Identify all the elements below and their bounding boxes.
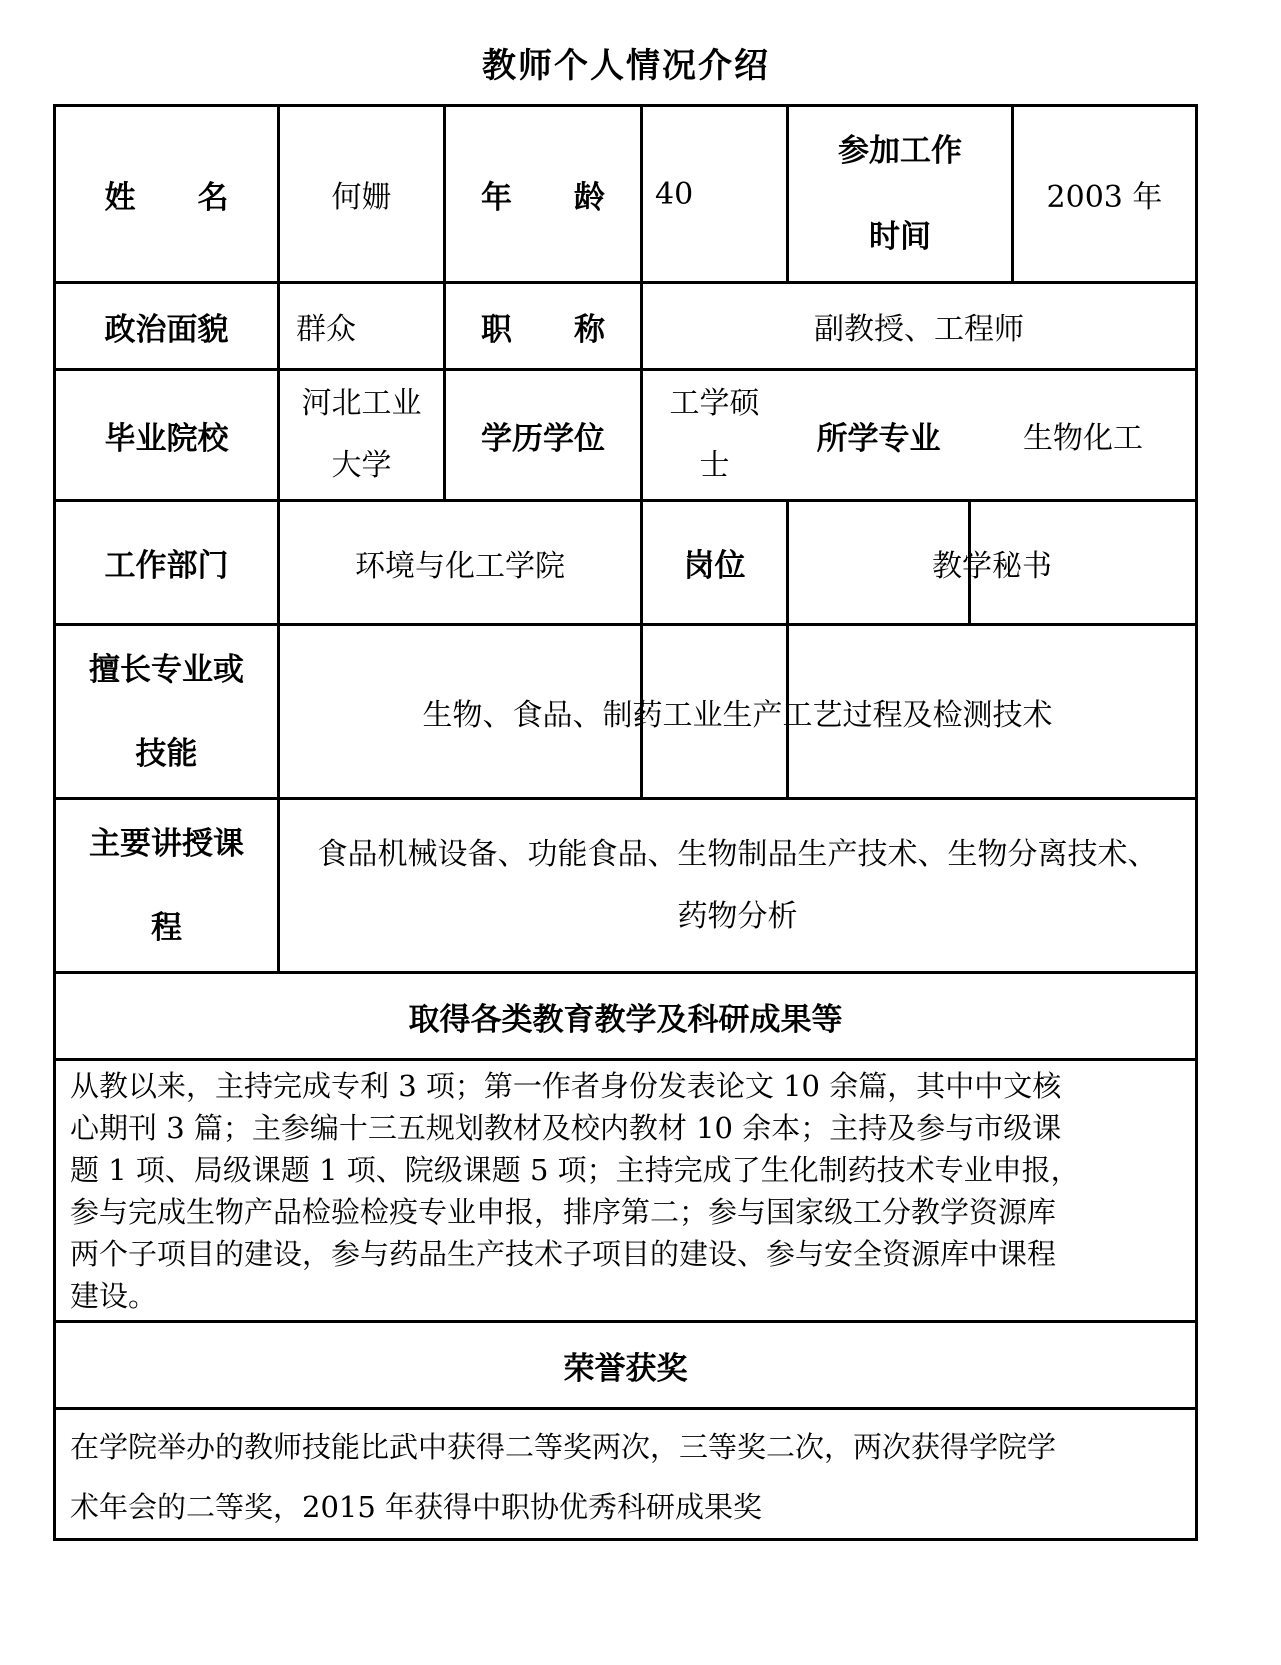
achievements-line: 建设。 (70, 1279, 158, 1313)
achievements-line: 心期刊 3 篇；主参编十三五规划教材及校内教材 10 余本；主持及参与市级课 (70, 1111, 1062, 1145)
dept-value: 环境与化工学院 (355, 548, 565, 584)
profile-table (53, 104, 1198, 1541)
degree-value-line-2: 士 (699, 448, 730, 483)
major-label: 所学专业 (816, 420, 941, 457)
school-value-line-2: 大学 (331, 448, 392, 483)
school-label: 毕业院校 (104, 420, 229, 457)
degree-label: 学历学位 (481, 420, 605, 457)
degree-value-line-1: 工学硕 (669, 386, 760, 421)
start-work-label (789, 107, 1011, 281)
school-value-line-1: 河北工业 (301, 386, 422, 421)
honors-heading: 荣誉获奖 (563, 1350, 688, 1387)
political-label: 政治面貌 (104, 311, 229, 348)
courses-value-line-1: 食品机械设备、功能食品、生物制品生产技术、生物分离技术、 (317, 836, 1158, 872)
achievements-line: 参与完成生物产品检验检疫专业申报，排序第二；参与国家级工分教学资源库 (70, 1195, 1057, 1229)
specialty-label-line-2: 技能 (135, 735, 198, 772)
major-value: 生物化工 (1023, 421, 1143, 456)
political-value: 群众 (296, 312, 356, 347)
courses-label-line-1: 主要讲授课 (89, 825, 244, 862)
age-value: 40 (655, 176, 694, 212)
title-value: 副教授、工程师 (814, 312, 1024, 347)
achievements-heading: 取得各类教育教学及科研成果等 (408, 1001, 843, 1038)
name-label: 姓 名 (104, 179, 229, 216)
courses-label-line-2: 程 (151, 909, 182, 946)
name-value: 何姗 (331, 180, 392, 215)
post-value: 教学秘书 (932, 548, 1052, 584)
age-label: 年 龄 (481, 179, 605, 216)
start-work-label-line-2: 时间 (869, 219, 931, 255)
courses-label (56, 800, 277, 971)
specialty-label (56, 626, 277, 797)
degree-value (643, 371, 786, 499)
honors-text (70, 1417, 1184, 1537)
achievements-line: 从教以来，主持完成专利 3 项；第一作者身份发表论文 10 余篇，其中中文核 (70, 1069, 1062, 1103)
achievements-text (70, 1065, 1184, 1317)
courses-value (280, 800, 1195, 971)
specialty-label-line-1: 擅长专业或 (89, 651, 244, 688)
dept-label: 工作部门 (104, 548, 229, 584)
post-label: 岗位 (683, 548, 746, 584)
school-value (280, 371, 443, 499)
start-work-value: 2003 年 (1046, 180, 1163, 215)
start-work-label-line-1: 参加工作 (838, 133, 962, 169)
title-label: 职 称 (481, 311, 605, 348)
document-title: 教师个人情况介绍 (482, 46, 770, 86)
honors-line: 在学院举办的教师技能比武中获得二等奖两次，三等奖二次，两次获得学院学 (70, 1430, 1057, 1464)
specialty-value: 生物、食品、制药工业生产工艺过程及检测技术 (422, 697, 1053, 733)
achievements-line: 两个子项目的建设，参与药品生产技术子项目的建设、参与安全资源库中课程 (70, 1237, 1057, 1271)
achievements-line: 题 1 项、局级课题 1 项、院级课题 5 项；主持完成了生化制药技术专业申报， (70, 1153, 1080, 1187)
honors-line: 术年会的二等奖，2015 年获得中职协优秀科研成果奖 (70, 1490, 763, 1524)
courses-value-line-2: 药物分析 (677, 898, 798, 934)
